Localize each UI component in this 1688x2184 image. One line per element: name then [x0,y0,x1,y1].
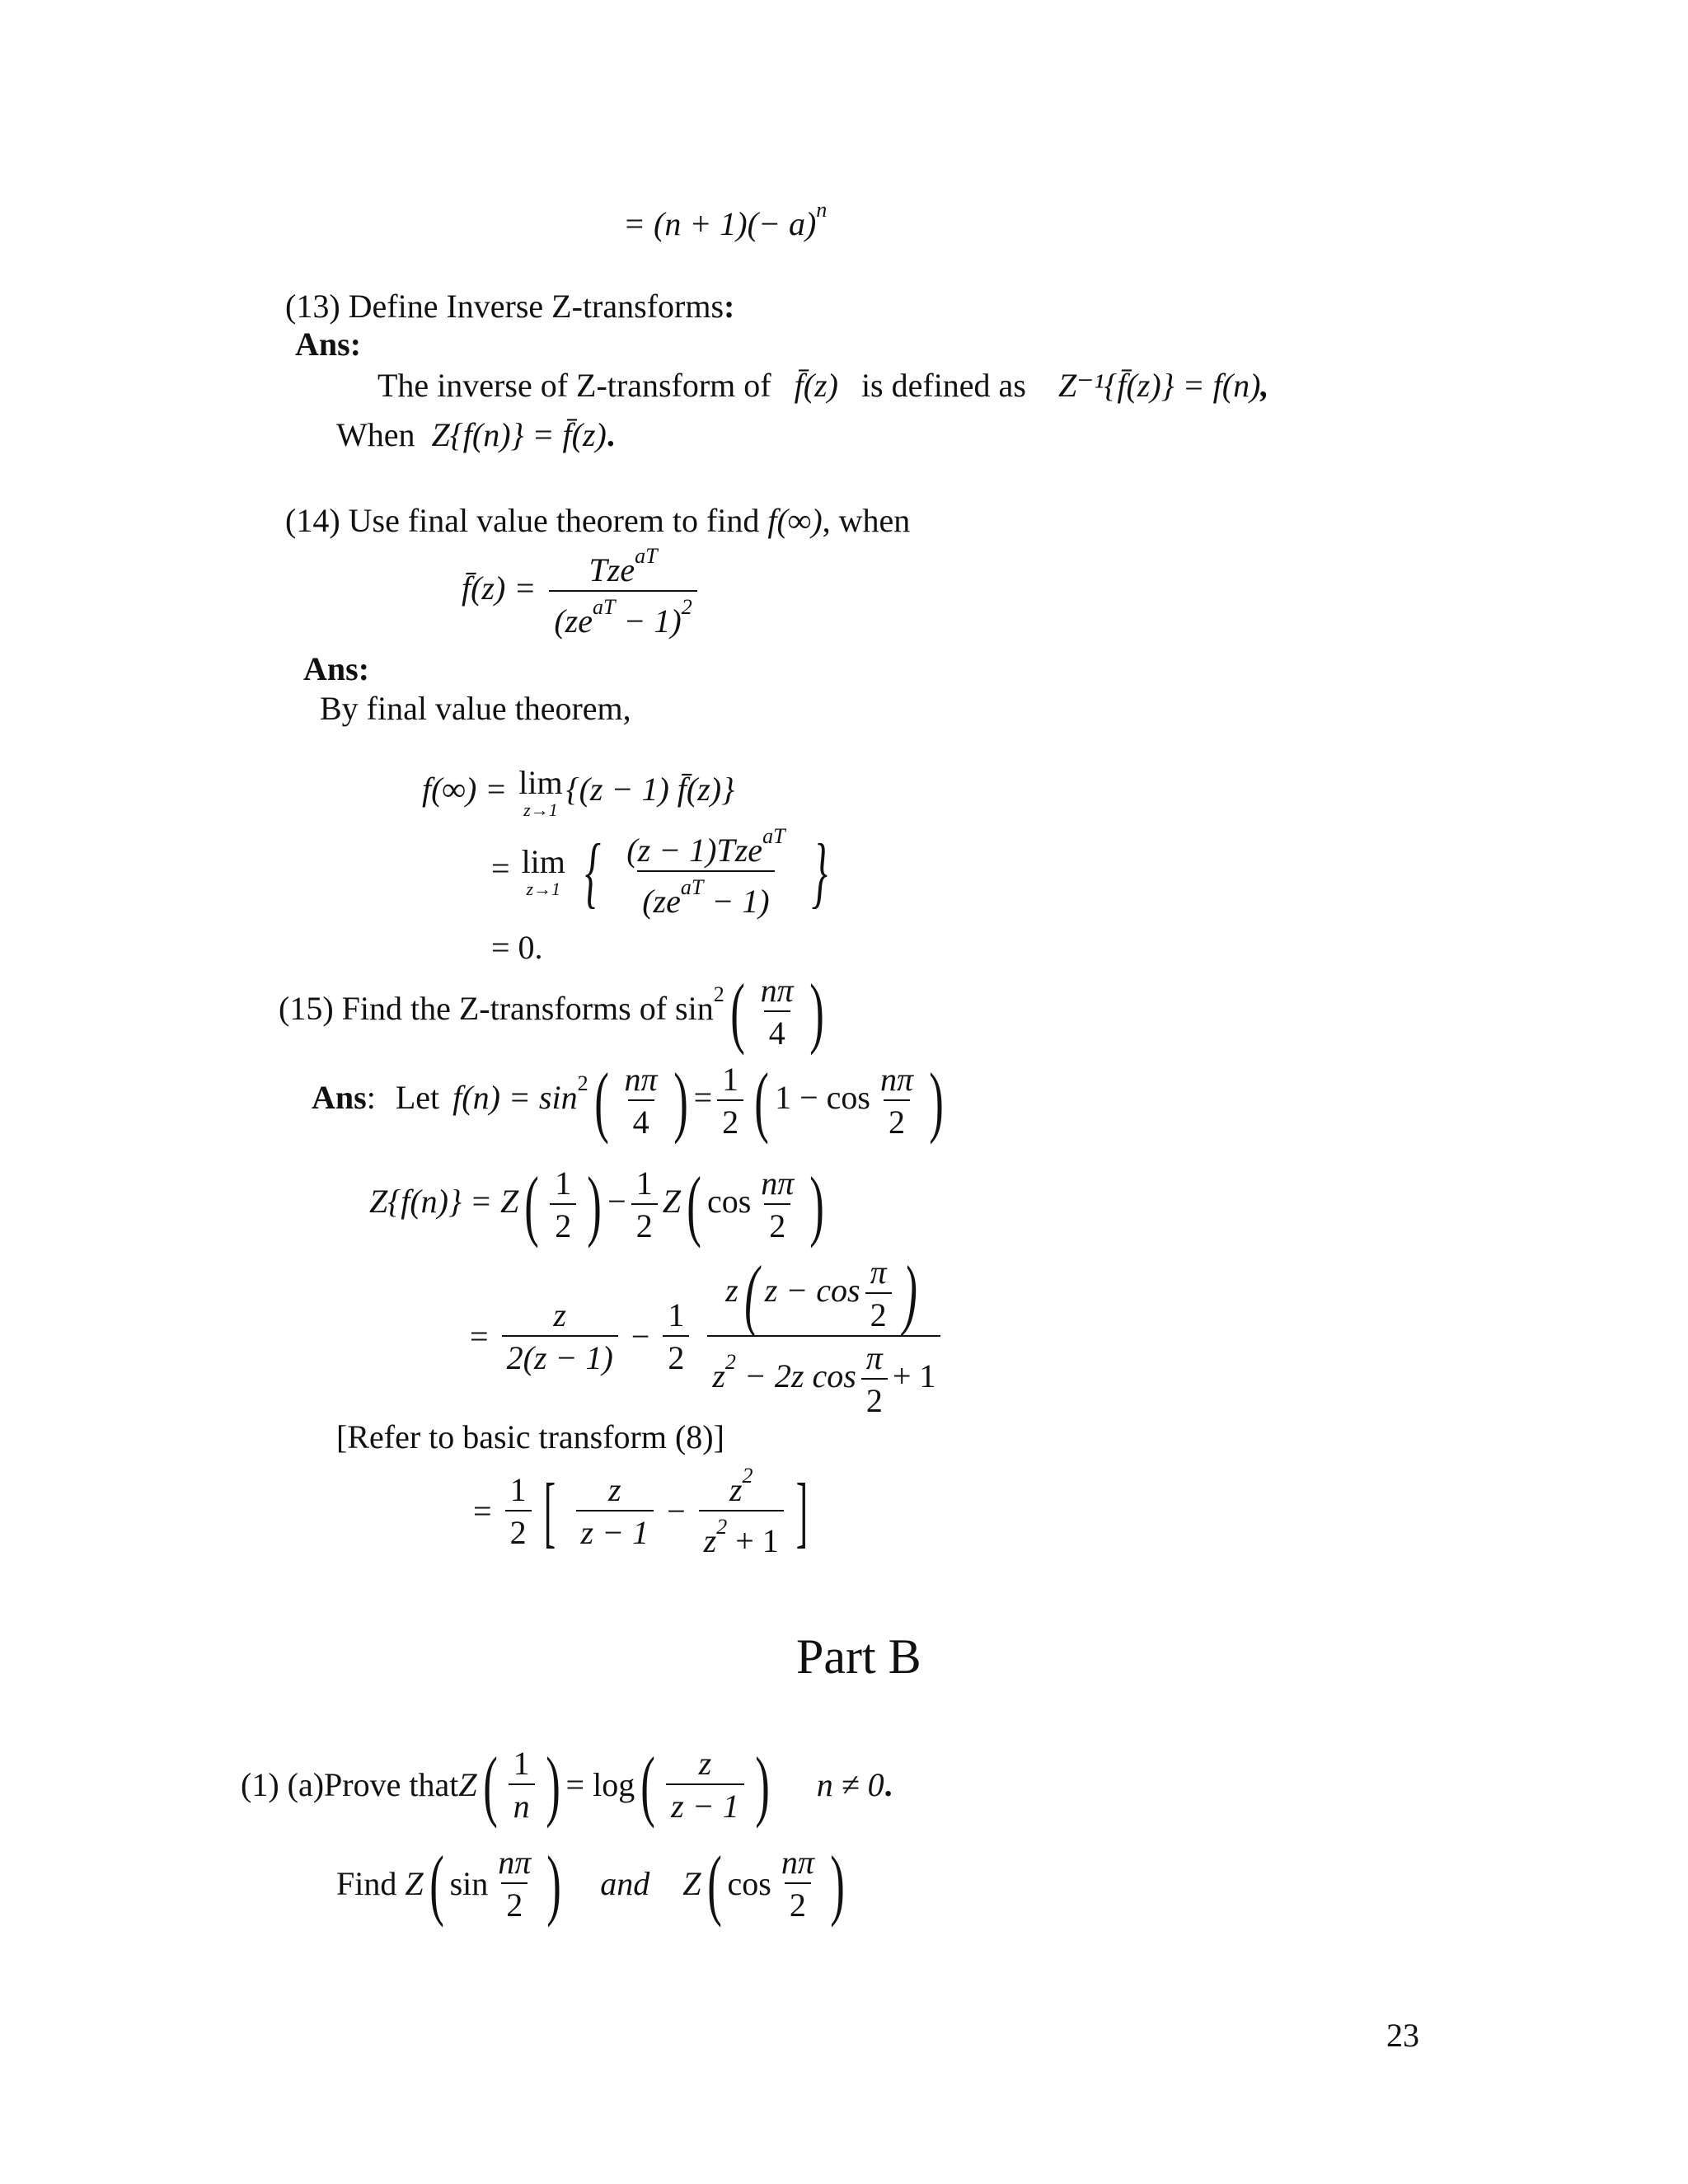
q14-step1 [422,766,734,819]
q15-title-sq: 2 [713,982,724,1007]
q15-final-half-num: 1 [509,1471,527,1508]
q15-expand-d-pifrac [861,1339,888,1419]
q13-line1-mid: is defined as [860,367,1026,404]
q15-final-eq: = [473,1493,492,1530]
q14-given-frac [549,546,696,638]
q15-zf-line: Z{f(n)} = Z( $\frac{1}{2}$ ) − $\frac{1}{2}$ Z( cos $\frac{n\pi}{2}$ ) [369,1160,825,1249]
q15-expand-d-a: z [712,1357,725,1395]
q14-lim-sub: z→1 [523,799,558,820]
q15-final-minus: − [667,1493,686,1530]
q15-title-sin: sin [675,990,714,1028]
q15-zf-half2 [631,1167,658,1243]
q14-step2-eq: = [491,850,510,888]
part-b-q1: (1) (a)Prove thatZ( $\frac{1}{n}$ ) = log( $\frac{z}{z - 1}$ ) n ≠ 0. [241,1740,893,1829]
q14-ans-label: Ans: [303,650,370,687]
q14-given-den-tail: − 1) [623,602,682,640]
q15-zf-half2-num: 1 [635,1165,653,1202]
q14-title-suffix: , when [822,502,911,539]
q15-zf-half1-num: 1 [555,1165,572,1202]
q15-final-b-den-b: + 1 [735,1522,779,1559]
q15-zf-two: 2 [764,1203,790,1243]
part-b-title: Part B [796,1629,921,1684]
part-b-find-npi1: nπ [498,1844,532,1881]
q15-fn-eq: f(n) = sin [452,1079,578,1117]
q15-expand-frac-b: z( z − cos $\frac{\pi}{2}$ ) $z^2 - 2z$ cos $\frac{\pi}{2}$ + 1 [707,1256,940,1418]
q15-title-npi: nπ [760,972,794,1009]
q13-line1-prefix: The inverse of Z-transform of [377,367,771,404]
q14-step2-den: (ze [642,883,681,920]
part-b-q1-frac1 [509,1747,535,1823]
part-b-find-two1: 2 [501,1882,528,1922]
part-b-and: and [600,1865,650,1902]
q15-expand-b-pifrac [865,1256,892,1332]
q14-step1-lim [518,766,562,819]
q14-step2-num-sup: aT [762,824,785,848]
q15-zf-z: Z [662,1183,681,1221]
q15-expand-b-expr: z − cos [764,1272,860,1310]
q15-final-frac-a [576,1471,654,1551]
q15-let-half [717,1063,743,1139]
q15-zf-lhs: Z{f(n)} = Z [369,1183,519,1221]
part-b-find-cos: cos [727,1865,771,1902]
q15-expand-half-num: 1 [668,1296,685,1333]
q15-zf-minus: − [607,1183,626,1221]
q13-title [285,290,734,323]
q15-let-npi2: nπ [879,1061,914,1098]
q14-step2: = lim z→1 { $\frac{(z - 1)Tze^{aT}}{(ze^{aT} - 1)}$ } [491,824,828,920]
top-result-power: n [816,198,828,222]
q14-given-den-pow: 2 [681,595,692,619]
part-b-find-two2: 2 [785,1882,811,1922]
q14-step1-rhs: {(z − 1) f̄(z)} [565,771,735,808]
q15-expand-a-num: z [553,1296,566,1333]
q15-let-npi: nπ [624,1061,658,1098]
q15-expand-b-z: z [725,1272,738,1310]
q15-final-frac-b [699,1465,784,1558]
q14-given-lhs: f̄(z) = [462,569,537,607]
q15-let-two: 2 [884,1099,910,1139]
part-b-find-text: Find [336,1865,397,1902]
q15-expand-eq: = [470,1318,489,1355]
q14-lim2-word: lim [521,843,565,880]
part-b-find-frac2 [776,1846,819,1922]
q13-inverse-comma: , [1260,367,1269,404]
q15-final-b-num-sq: 2 [742,1464,753,1488]
q13-inverse-def [1058,369,1268,402]
q15-let-frac2 [875,1063,918,1139]
top-result [623,199,827,241]
q15-expand-d-pi: π [865,1339,883,1376]
part-b-find-z1: Z [405,1865,424,1902]
q15-zf-npi: nπ [761,1165,795,1202]
q14-step2-den-tail: − 1) [711,883,770,920]
q14-step2-lim [521,843,565,899]
q14-title [285,504,910,537]
part-b-q1-cond: n ≠ 0 [816,1766,884,1803]
q15-expand-b-pi: π [870,1254,887,1291]
part-b-q1-n: n [509,1783,535,1823]
q15-expand-b-two: 2 [865,1292,892,1332]
part-b-q1-cond-end: . [884,1766,893,1803]
top-result-expr: = (n + 1)(− a) [623,205,817,242]
q14-given-den: (ze [554,602,593,640]
part-b-q1-one: 1 [513,1745,530,1782]
q14-step3: = 0. [491,929,543,966]
part-b-q1-prefix: (1) (a)Prove that [241,1766,459,1803]
q15-ans-colon: : [366,1079,376,1117]
q13-title-colon: : [724,288,735,325]
q14-given-den-sup: aT [592,595,616,619]
q14-lim-word: lim [518,764,563,801]
q15-zf-frac [756,1167,799,1243]
q15-zf-cos: cos [706,1183,752,1221]
q15-final-half [505,1471,532,1551]
q13-line2-end: . [606,416,615,453]
q15-final-b-den-a: z [703,1522,717,1559]
q15-expand-line [470,1249,945,1419]
page-number: 23 [1386,2017,1419,2054]
q13-line1-fz: f̄(z) [794,367,838,404]
q15-let-line: Ans: Let $f(n) = \sin^2$( $\frac{n\pi}{4}$ ) = $\frac{1}{2}$ ( 1 − cos $\frac{n\pi}{2}$ ) [312,1056,944,1145]
part-b-find: Find Z( sin $\frac{n\pi}{2}$ ) and Z( cos $\frac{n\pi}{2}$ ) [336,1839,845,1928]
q14-step2-num: (z − 1)Tze [626,832,763,869]
q15-expand-d-c: + 1 [892,1357,936,1395]
q14-given-num: Tze [588,551,635,588]
q15-title: (15) Find the Z-transforms of $\sin^2$( $\frac{n\pi}{4}$ ) [279,967,824,1056]
q15-refer: [Refer to basic transform (8)] [336,1418,724,1455]
part-b-q1-eq: = log [565,1766,635,1803]
q14-lim2-sub: z→1 [526,879,561,899]
q15-let-four: 4 [628,1099,654,1139]
q13-line2-prefix: When [336,416,415,453]
q15-title-four: 4 [764,1010,790,1050]
q15-expand-d-two: 2 [861,1378,888,1418]
q15-expand-half [663,1296,689,1376]
q15-final-b-den-sq: 2 [716,1515,728,1539]
part-b-q1-z: Z [458,1766,477,1803]
q13-inverse-eq: Z⁻¹{f̄(z)} = f(n) [1058,367,1261,404]
q14-step1-lhs: f(∞) = [422,771,508,808]
q15-expand-frac-a [502,1296,618,1376]
q15-let-text: Let [395,1079,440,1117]
part-b-find-z2: Z [682,1865,701,1902]
q14-title-prefix: (14) Use final value theorem to find [285,502,760,539]
q14-step2-den-sup: aT [680,875,704,899]
q15-ans-label: Ans [312,1079,367,1117]
q15-zf-half1 [550,1167,576,1243]
q15-zf-half1-den: 2 [550,1203,576,1243]
part-b-q1-zden: z − 1 [666,1783,744,1823]
q15-final-a-den: z − 1 [576,1510,654,1549]
q15-title-frac [756,974,799,1050]
q15-expand-d-sq: 2 [724,1350,736,1375]
part-b-find-sin: sin [449,1865,489,1902]
q15-one-minus-cos: 1 − cos [775,1079,870,1117]
q13-ans-label: Ans: [295,326,362,363]
q15-expand-half-den: 2 [663,1335,689,1375]
q15-let-half-den: 2 [717,1099,743,1139]
q14-by-text: By final value theorem, [320,690,631,727]
q15-zf-half2-den: 2 [631,1203,658,1243]
q15-expand-a-den: 2(z − 1) [502,1335,618,1375]
q13-title-text: (13) Define Inverse Z-transforms [285,288,724,325]
q15-fn-sq: 2 [577,1071,588,1096]
q15-final-b-num: z [729,1471,743,1508]
q14-given-num-sup: aT [635,544,658,568]
q15-final-half-den: 2 [505,1510,532,1549]
q13-line1 [377,369,1026,402]
q13-line2 [336,416,615,453]
q14-title-arg: f(∞) [767,502,823,539]
q15-expand-minus: − [631,1318,650,1355]
q15-final: = $\frac{1}{2}$ [ $\frac{z}{z - 1}$ − $\frac{z^2}{z^2 + 1}$ ] [473,1464,808,1559]
q15-expand-d-b: − 2z cos [743,1357,856,1395]
q15-let-eq: = [693,1079,713,1117]
q15-let-frac1 [620,1063,663,1139]
q14-step2-frac [621,826,790,918]
q13-line2-eq: Z{f(n)} = f̄(z) [431,416,607,453]
part-b-find-frac1 [493,1846,536,1922]
q14-given [462,546,702,638]
part-b-q1-frac2 [666,1747,744,1823]
part-b-q1-znum: z [698,1745,712,1782]
q15-let-half-num: 1 [722,1061,739,1098]
part-b-find-npi2: nπ [781,1844,814,1881]
q15-title-prefix: (15) Find the Z-transforms of [279,990,668,1028]
q15-final-a-num: z [608,1471,621,1508]
